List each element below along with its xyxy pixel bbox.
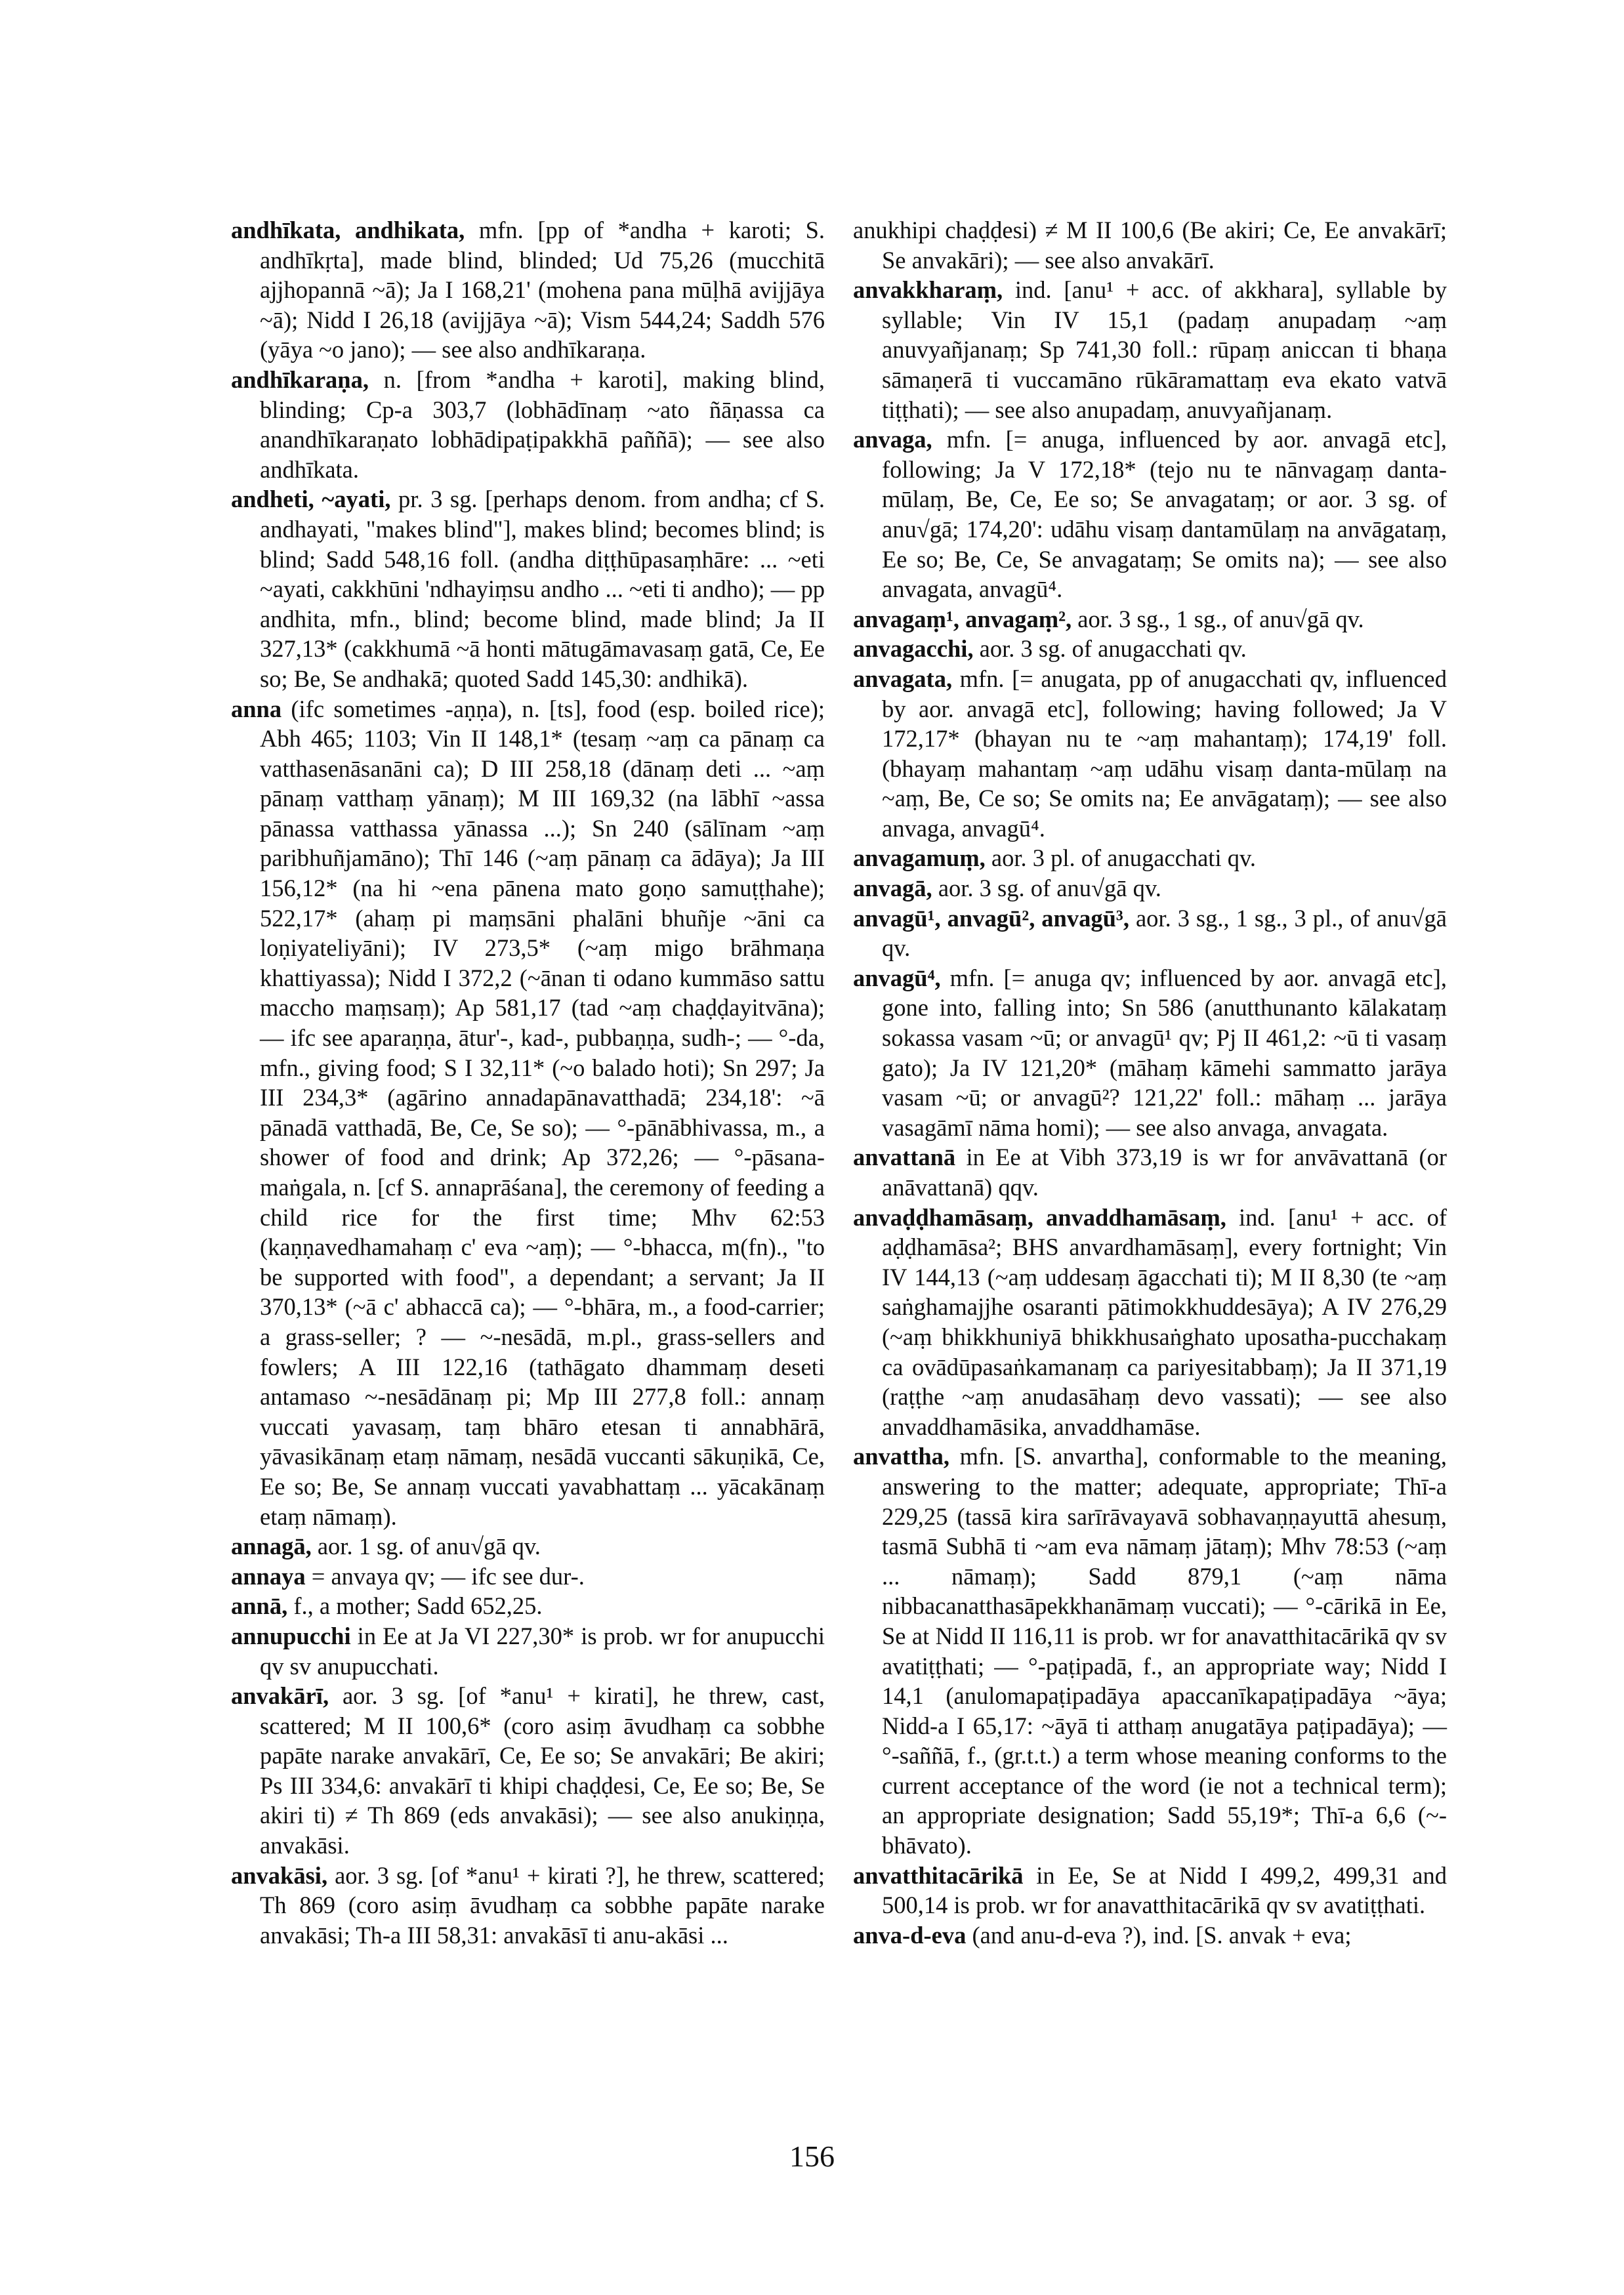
dictionary-entry bbox=[853, 664, 1447, 844]
dictionary-entry bbox=[231, 215, 825, 365]
entry-text: (ifc sometimes -aṇṇa), n. [ts], food (esp. boiled rice); Abh 465; 1103; Vin II 148,1* (tesaṃ ~aṃ ca pānaṃ ca vatthasenāsanāni ca); D III 258,18 (dānaṃ deti ... ~aṃ pānaṃ vatthaṃ yānaṃ); M III 169,32 (na lābhī ~assa pānassa vatthassa yānassa ...); Sn 240 (sālīnam ~aṃ paribhuñjamāno); Thī 146 (~aṃ pānaṃ ca ādāya); Ja III 156,12* (na hi ~ena pānena mato goṇo samuṭṭhahe); 522,17* (ahaṃ pi maṃsāni phalāni bhuñje ~āni ca loṇiyateliyāni); IV 273,5* (~aṃ migo brāhmaṇa khattiyassa); Nidd I 372,2 (~ānan ti odano kummāso sattu maccho maṃsaṃ); Ap 581,17 (tad ~aṃ chaḍḍayitvāna); — ifc see aparaṇṇa, ātur'-, kad-, pubbaṇṇa, sudh-; — °-da, mfn., giving food; S I 32,11* (~o balado hoti); Sn 297; Ja III 234,3* (agārino annadapānavatthadā; 234,18': ~ā pānadā vatthadā, Be, Ce, Se so); — °-pānābhivassa, m., a shower of food and drink; Ap 372,26; — °-pāsana-maṅgala, n. [cf S. annaprāśana], the ceremony of feeding a child rice for the first time; Mhv 62:53 (kaṇṇavedhamahaṃ c' eva ~aṃ); — °-bhacca, m(fn)., "to be supported with food", a dependant; a servant; Ja II 370,13* (~ā c' abhaccā ca); — °-bhāra, m., a food-carrier; a grass-seller; ? — ~-nesādā, m.pl., grass-sellers and fowlers; A III 122,16 (tathāgato dhammaṃ deseti antamaso ~-nesādānaṃ pi; Mp III 277,8 foll.: annaṃ vuccati yavasaṃ, taṃ bhāro etesan ti annabhārā, yāvasikānaṃ etaṃ nāmaṃ, nesādā vuccanti sākuṇikā, Ce, Ee so; Be, Se annaṃ vuccati yavabhattaṃ ... yācakānaṃ etaṃ nāmaṃ). bbox=[260, 695, 825, 1530]
dictionary-entry bbox=[231, 1531, 825, 1561]
entry-text: ind. [anu¹ + acc. of aḍḍhamāsa²; BHS anvardhamāsaṃ], every fortnight; Vin IV 144,13 (~aṃ uddesaṃ āgacchati ti); M II 8,30 (te ~aṃ saṅghamajjhe osaranti pātimokkhuddesāya); A IV 276,29 (~aṃ bhikkhuniyā bhikkhusaṅghato uposatha-pucchakaṃ ca ovādūpasaṅkamanaṃ ca pariyesitabbaṃ); Ja II 371,19 (raṭṭhe ~aṃ anudasāhaṃ devo vassati); — see also anvaddhamāsika, anvaddhamāse. bbox=[882, 1203, 1447, 1440]
entry-text: (and anu-d-eva ?), ind. [S. anvak + eva; bbox=[972, 1921, 1352, 1949]
left-column bbox=[231, 215, 825, 1950]
headword: anvakkharaṃ, bbox=[853, 276, 1003, 304]
headword: anna bbox=[231, 695, 282, 722]
entry-text: in Ee at Vibh 373,19 is wr for anvāvattanā (or anāvattanā) qqv. bbox=[882, 1144, 1447, 1201]
entry-text: mfn. [= anugata, pp of anugacchati qv, influenced by aor. anvagā etc], following; having followed; Ja V 172,17* (bhayan nu te ~aṃ mahantaṃ); 174,19' foll. (bhayaṃ mahantaṃ ~aṃ udāhu visaṃ danta-mūlaṃ na ~aṃ, Be, Ce so; Se omits na; Ee anvāgataṃ); — see also anvaga, anvagū⁴. bbox=[882, 665, 1447, 842]
headword: anvagā, bbox=[853, 875, 932, 902]
dictionary-entry bbox=[231, 1861, 825, 1951]
dictionary-entry bbox=[853, 1441, 1447, 1860]
dictionary-entry bbox=[853, 604, 1447, 634]
page-number: 156 bbox=[789, 2140, 835, 2173]
headword: andhīkaraṇa, bbox=[231, 365, 369, 393]
entry-text: aor. 3 sg. of anugacchati qv. bbox=[979, 635, 1247, 663]
headword: andheti, ~ayati, bbox=[231, 486, 391, 513]
dictionary-entry bbox=[231, 365, 825, 484]
headword: annaya bbox=[231, 1562, 306, 1590]
headword: anvaga, bbox=[853, 426, 932, 453]
entry-text: aor. 3 sg. of anu√gā qv. bbox=[938, 875, 1161, 902]
dictionary-entry bbox=[853, 215, 1447, 275]
headword: anva-d-eva bbox=[853, 1921, 967, 1949]
entry-text: mfn. [= anuga, influenced by aor. anvagā etc], following; Ja V 172,18* (tejo nu te nānvagaṃ danta-mūlaṃ, Be, Ce, Ee so; Se anvagataṃ; or aor. 3 sg. of anu√gā; 174,20': udāhu visaṃ dantamūlaṃ na anvāgataṃ, Ee so; Be, Ce, Se anvagataṃ; Se omits na); — see also anvagata, anvagū⁴. bbox=[882, 426, 1447, 603]
entry-text: aor. 3 pl. of anugacchati qv. bbox=[991, 844, 1256, 872]
dictionary-entry bbox=[853, 1861, 1447, 1920]
headword: anvagū¹, anvagū², anvagū³, bbox=[853, 904, 1129, 932]
dictionary-entry bbox=[231, 1621, 825, 1681]
headword: anvagamuṃ, bbox=[853, 844, 986, 872]
right-column bbox=[853, 215, 1447, 1950]
headword: anvatthitacārikā bbox=[853, 1861, 1024, 1889]
dictionary-entry bbox=[231, 694, 825, 1532]
dictionary-entry bbox=[853, 963, 1447, 1143]
entry-text: mfn. [S. anvartha], conformable to the meaning, answering to the matter; adequate, appropriate; Thī-a 229,25 (tassā kira sarīrāvayavā sobhavaṇṇayuttā ahesuṃ, tasmā Subhā ti ~am eva nāmaṃ jātaṃ); Mhv 78:53 (~aṃ ... nāmaṃ); Sadd 879,1 (~aṃ nāma nibbacanatthasāpekkhanāmaṃ vuccati); — °-cārikā in Ee, Se at Nidd II 116,11 is prob. wr for anavatthitacārikā qv sv avatiṭṭhati; — °-paṭipadā, f., an appropriate way; Nidd I 14,1 (anulomapaṭipadāya apaccanīkapaṭipadāya ~āya; Nidd-a I 65,17: ~āyā ti atthaṃ anugatāya paṭipadāya); — °-saññā, f., (gr.t.t.) a term whose meaning conforms to the current acceptance of the word (ie not a technical term); an appropriate designation; Sadd 55,19*; Thī-a 6,6 (~-bhāvato). bbox=[882, 1443, 1447, 1859]
headword: anvaḍḍhamāsaṃ, anvaddhamāsaṃ, bbox=[853, 1203, 1226, 1231]
entry-text: anukhipi chaḍḍesi) ≠ M II 100,6 (Be akiri; Ce, Ee anvakārī; Se anvakāri); — see also anvakārī. bbox=[853, 217, 1447, 274]
entry-text: aor. 1 sg. of anu√gā qv. bbox=[317, 1533, 541, 1560]
dictionary-entry bbox=[231, 1591, 825, 1621]
entry-text: n. [from *andha + karoti], making blind, blinding; Cp-a 303,7 (lobhādīnaṃ ~ato ñāṇassa ca anandhīkaraṇato lobhādipaṭipakkhā paññā); — see also andhīkata. bbox=[260, 365, 825, 483]
entry-text: pr. 3 sg. [perhaps denom. from andha; cf S. andhayati, "makes blind"], makes blind; becomes blind; is blind; Sadd 548,16 foll. (andha diṭṭhūpasaṃhāre: ... ~eti ~ayati, cakkhūni 'ndhayiṃsu andho ... ~eti ti andho); — pp andhita, mfn., blind; become blind, made blind; Ja II 327,13* (cakkhumā ~ā honti mātugāmavasaṃ gatā, Ce, Ee so; Be, Se andhakā; quoted Sadd 145,30: andhikā). bbox=[260, 486, 825, 692]
entry-text: aor. 3 sg., 1 sg., 3 pl., of anu√gā qv. bbox=[882, 904, 1447, 962]
dictionary-entry bbox=[853, 424, 1447, 604]
headword: andhīkata, andhikata, bbox=[231, 217, 465, 243]
headword: anvagū⁴, bbox=[853, 964, 941, 991]
entry-text: aor. 3 sg. [of *anu¹ + kirati], he threw, cast, scattered; M II 100,6* (coro asiṃ āvudhaṃ ca sobbhe papāte narake anvakārī, Ce, Ee so; Se anvakāri; Be akiri; Ps III 334,6: anvakārī ti khipi chaḍḍesi, Ce, Ee so; Be, Se akiri ti) ≠ Th 869 (eds anvakāsi); — see also anukiṇṇa, anvakāsi. bbox=[260, 1682, 825, 1859]
dictionary-entry bbox=[853, 843, 1447, 873]
entry-text: in Ee at Ja VI 227,30* is prob. wr for anupucchi qv sv anupucchati. bbox=[260, 1622, 825, 1680]
dictionary-entry bbox=[853, 903, 1447, 963]
headword: anvagaṃ¹, anvagaṃ², bbox=[853, 605, 1072, 632]
dictionary-entry bbox=[231, 484, 825, 693]
headword: anvagata, bbox=[853, 665, 953, 692]
dictionary-entry bbox=[853, 634, 1447, 664]
dictionary-entry bbox=[231, 1561, 825, 1592]
entry-text: in Ee, Se at Nidd I 499,2, 499,31 and 500,14 is prob. wr for anavatthitacārikā qv sv avatiṭṭhati. bbox=[882, 1861, 1447, 1919]
entry-text: aor. 3 sg. [of *anu¹ + kirati ?], he threw, scattered; Th 869 (coro asiṃ āvudhaṃ ca sobbhe papāte narake anvakāsi; Th-a III 58,31: anvakāsī ti anu-akāsi ... bbox=[260, 1861, 825, 1949]
dictionary-entry bbox=[853, 275, 1447, 424]
headword: anvakāsi, bbox=[231, 1861, 328, 1889]
headword: anvakārī, bbox=[231, 1682, 329, 1710]
entry-text: = anvaya qv; — ifc see dur-. bbox=[311, 1562, 585, 1590]
dictionary-entry bbox=[853, 1203, 1447, 1442]
dictionary-entry bbox=[231, 1681, 825, 1861]
entry-text: mfn. [pp of *andha + karoti; S. andhīkṛta], made blind, blinded; Ud 75,26 (mucchitā ajjhopannā ~ā); Ja I 168,21' (mohena pana mūḷhā avijjāya ~ā); Nidd I 26,18 (avijjāya ~ā); Vism 544,24; Saddh 576 (yāya ~o jano); — see also andhīkaraṇa. bbox=[260, 217, 825, 363]
headword: annā, bbox=[231, 1592, 288, 1620]
headword: anvattha, bbox=[853, 1443, 950, 1470]
headword: anvattanā bbox=[853, 1144, 956, 1171]
dictionary-entry bbox=[853, 873, 1447, 903]
dictionary-entry bbox=[853, 1920, 1447, 1951]
headword: annagā, bbox=[231, 1533, 312, 1560]
entry-text: ind. [anu¹ + acc. of akkhara], syllable by syllable; Vin IV 15,1 (padaṃ anupadaṃ ~aṃ anuvyañjanaṃ; Sp 741,30 foll.: rūpaṃ aniccan ti bhaṇa sāmaṇerā ti vuccamāno rūkāramattaṃ eva ekato vatvā tiṭṭhati); — see also anupadaṃ, anuvyañjanaṃ. bbox=[882, 276, 1447, 423]
entry-text: mfn. [= anuga qv; influenced by aor. anvagā etc], gone into, falling into; Sn 586 (anutthunanto kālakataṃ sokassa vasam ~ū; or anvagū¹ qv; Pj II 461,2: ~ū ti vasaṃ gato); Ja IV 121,20* (māhaṃ kāmehi sammatto jarāya vasam ~ū; or anvagū²? 121,22' foll.: māhaṃ ... jarāya vasagāmī nāma homi); — see also anvaga, anvagata. bbox=[882, 964, 1447, 1141]
entry-text: aor. 3 sg., 1 sg., of anu√gā qv. bbox=[1077, 605, 1364, 632]
entry-text: f., a mother; Sadd 652,25. bbox=[293, 1592, 543, 1620]
dictionary-entry bbox=[853, 1142, 1447, 1202]
headword: annupucchi bbox=[231, 1622, 351, 1649]
headword: anvagacchi, bbox=[853, 635, 974, 663]
